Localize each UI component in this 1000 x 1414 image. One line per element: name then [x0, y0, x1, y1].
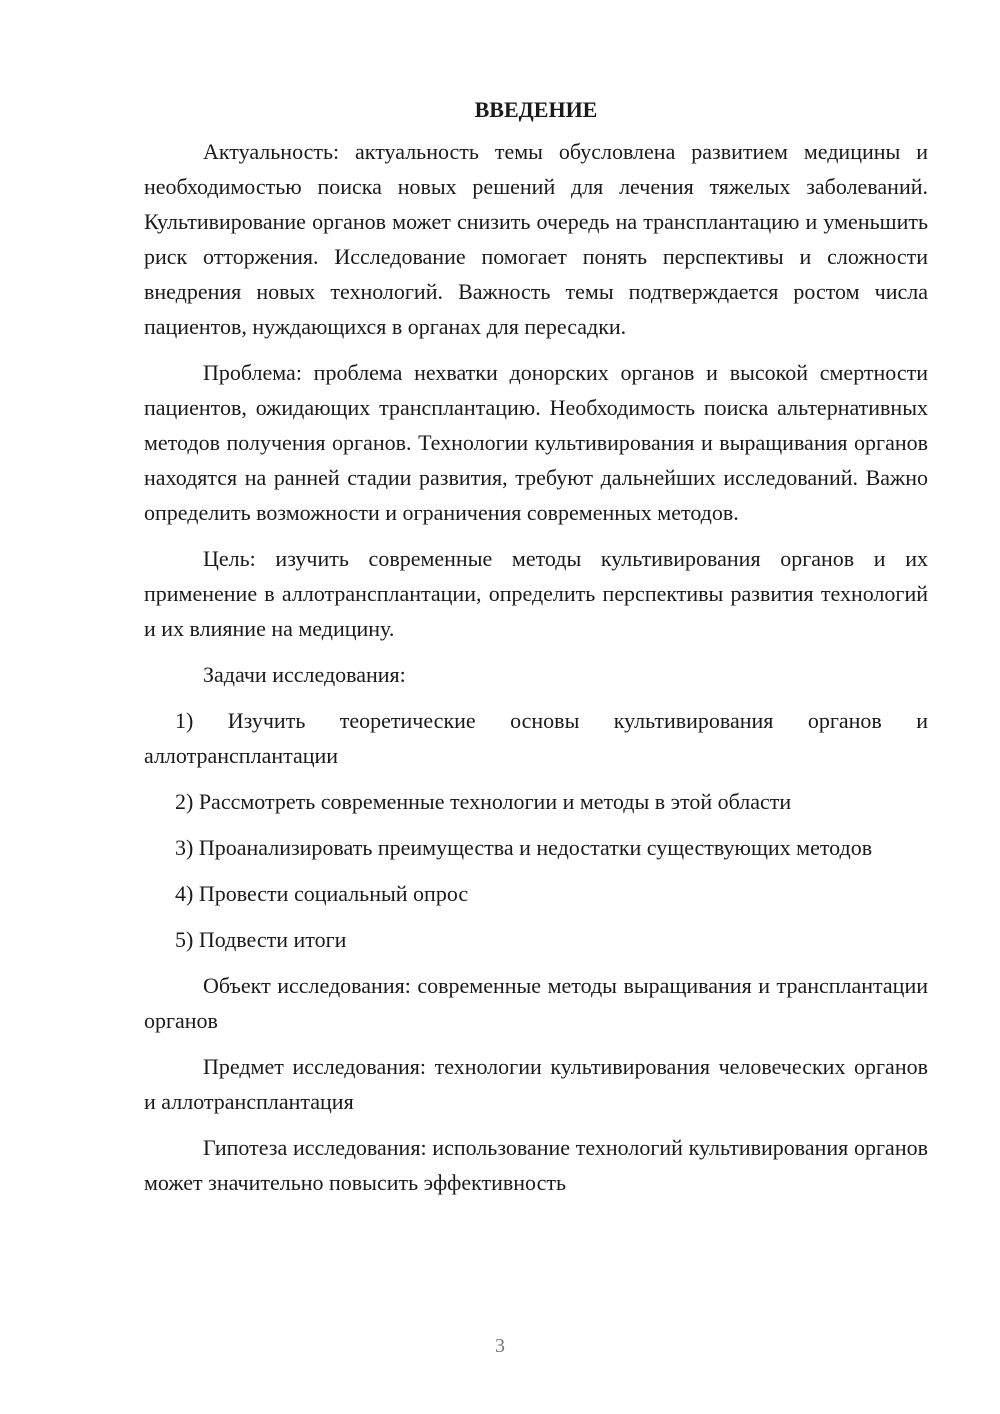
task-item-4: 4) Провести социальный опрос: [175, 881, 469, 906]
goal-paragraph: Цель: изучить современные методы культивирования органов и их применение в аллотрансплантации, определить перспективы развития технологий и их влияние на медицину.: [144, 546, 928, 641]
task-item-5: 5) Подвести итоги: [175, 927, 347, 952]
page-number: 3: [495, 1335, 505, 1357]
page-title: ВВЕДЕНИЕ: [474, 97, 598, 122]
page-body: [144, 92, 928, 1211]
task-item-3: 3) Проанализировать преимущества и недостатки существующих методов: [175, 835, 873, 860]
task-item-2: 2) Рассмотреть современные технологии и методы в этой области: [175, 789, 792, 814]
task-item-1: 1) Изучить теоретические основы культивирования органов и аллотрансплантации: [144, 708, 928, 768]
hypothesis-paragraph: Гипотеза исследования: использование технологий культивирования органов может значительно повысить эффективность: [144, 1135, 928, 1195]
problem-paragraph: Проблема: проблема нехватки донорских органов и высокой смертности пациентов, ожидающих трансплантацию. Необходимость поиска альтернативных методов получения органов. Технологии культивирования и выращивания органов находятся на ранней стадии развития, требуют дальнейших исследований. Важно определить возможности и ограничения современных методов.: [144, 360, 928, 525]
object-paragraph: Объект исследования: современные методы выращивания и трансплантации органов: [144, 973, 928, 1033]
subject-paragraph: Предмет исследования: технологии культивирования человеческих органов и аллотрансплантация: [144, 1054, 928, 1114]
tasks-heading: Задачи исследования:: [203, 662, 406, 687]
relevance-paragraph: Актуальность: актуальность темы обусловлена развитием медицины и необходимостью поиска новых решений для лечения тяжелых заболеваний. Культивирование органов может снизить очередь на трансплантацию и уменьшить риск отторжения. Исследование помогает понять перспективы и сложности внедрения новых технологий. Важность темы подтверждается ростом числа пациентов, нуждающихся в органах для пересадки.: [144, 139, 928, 339]
